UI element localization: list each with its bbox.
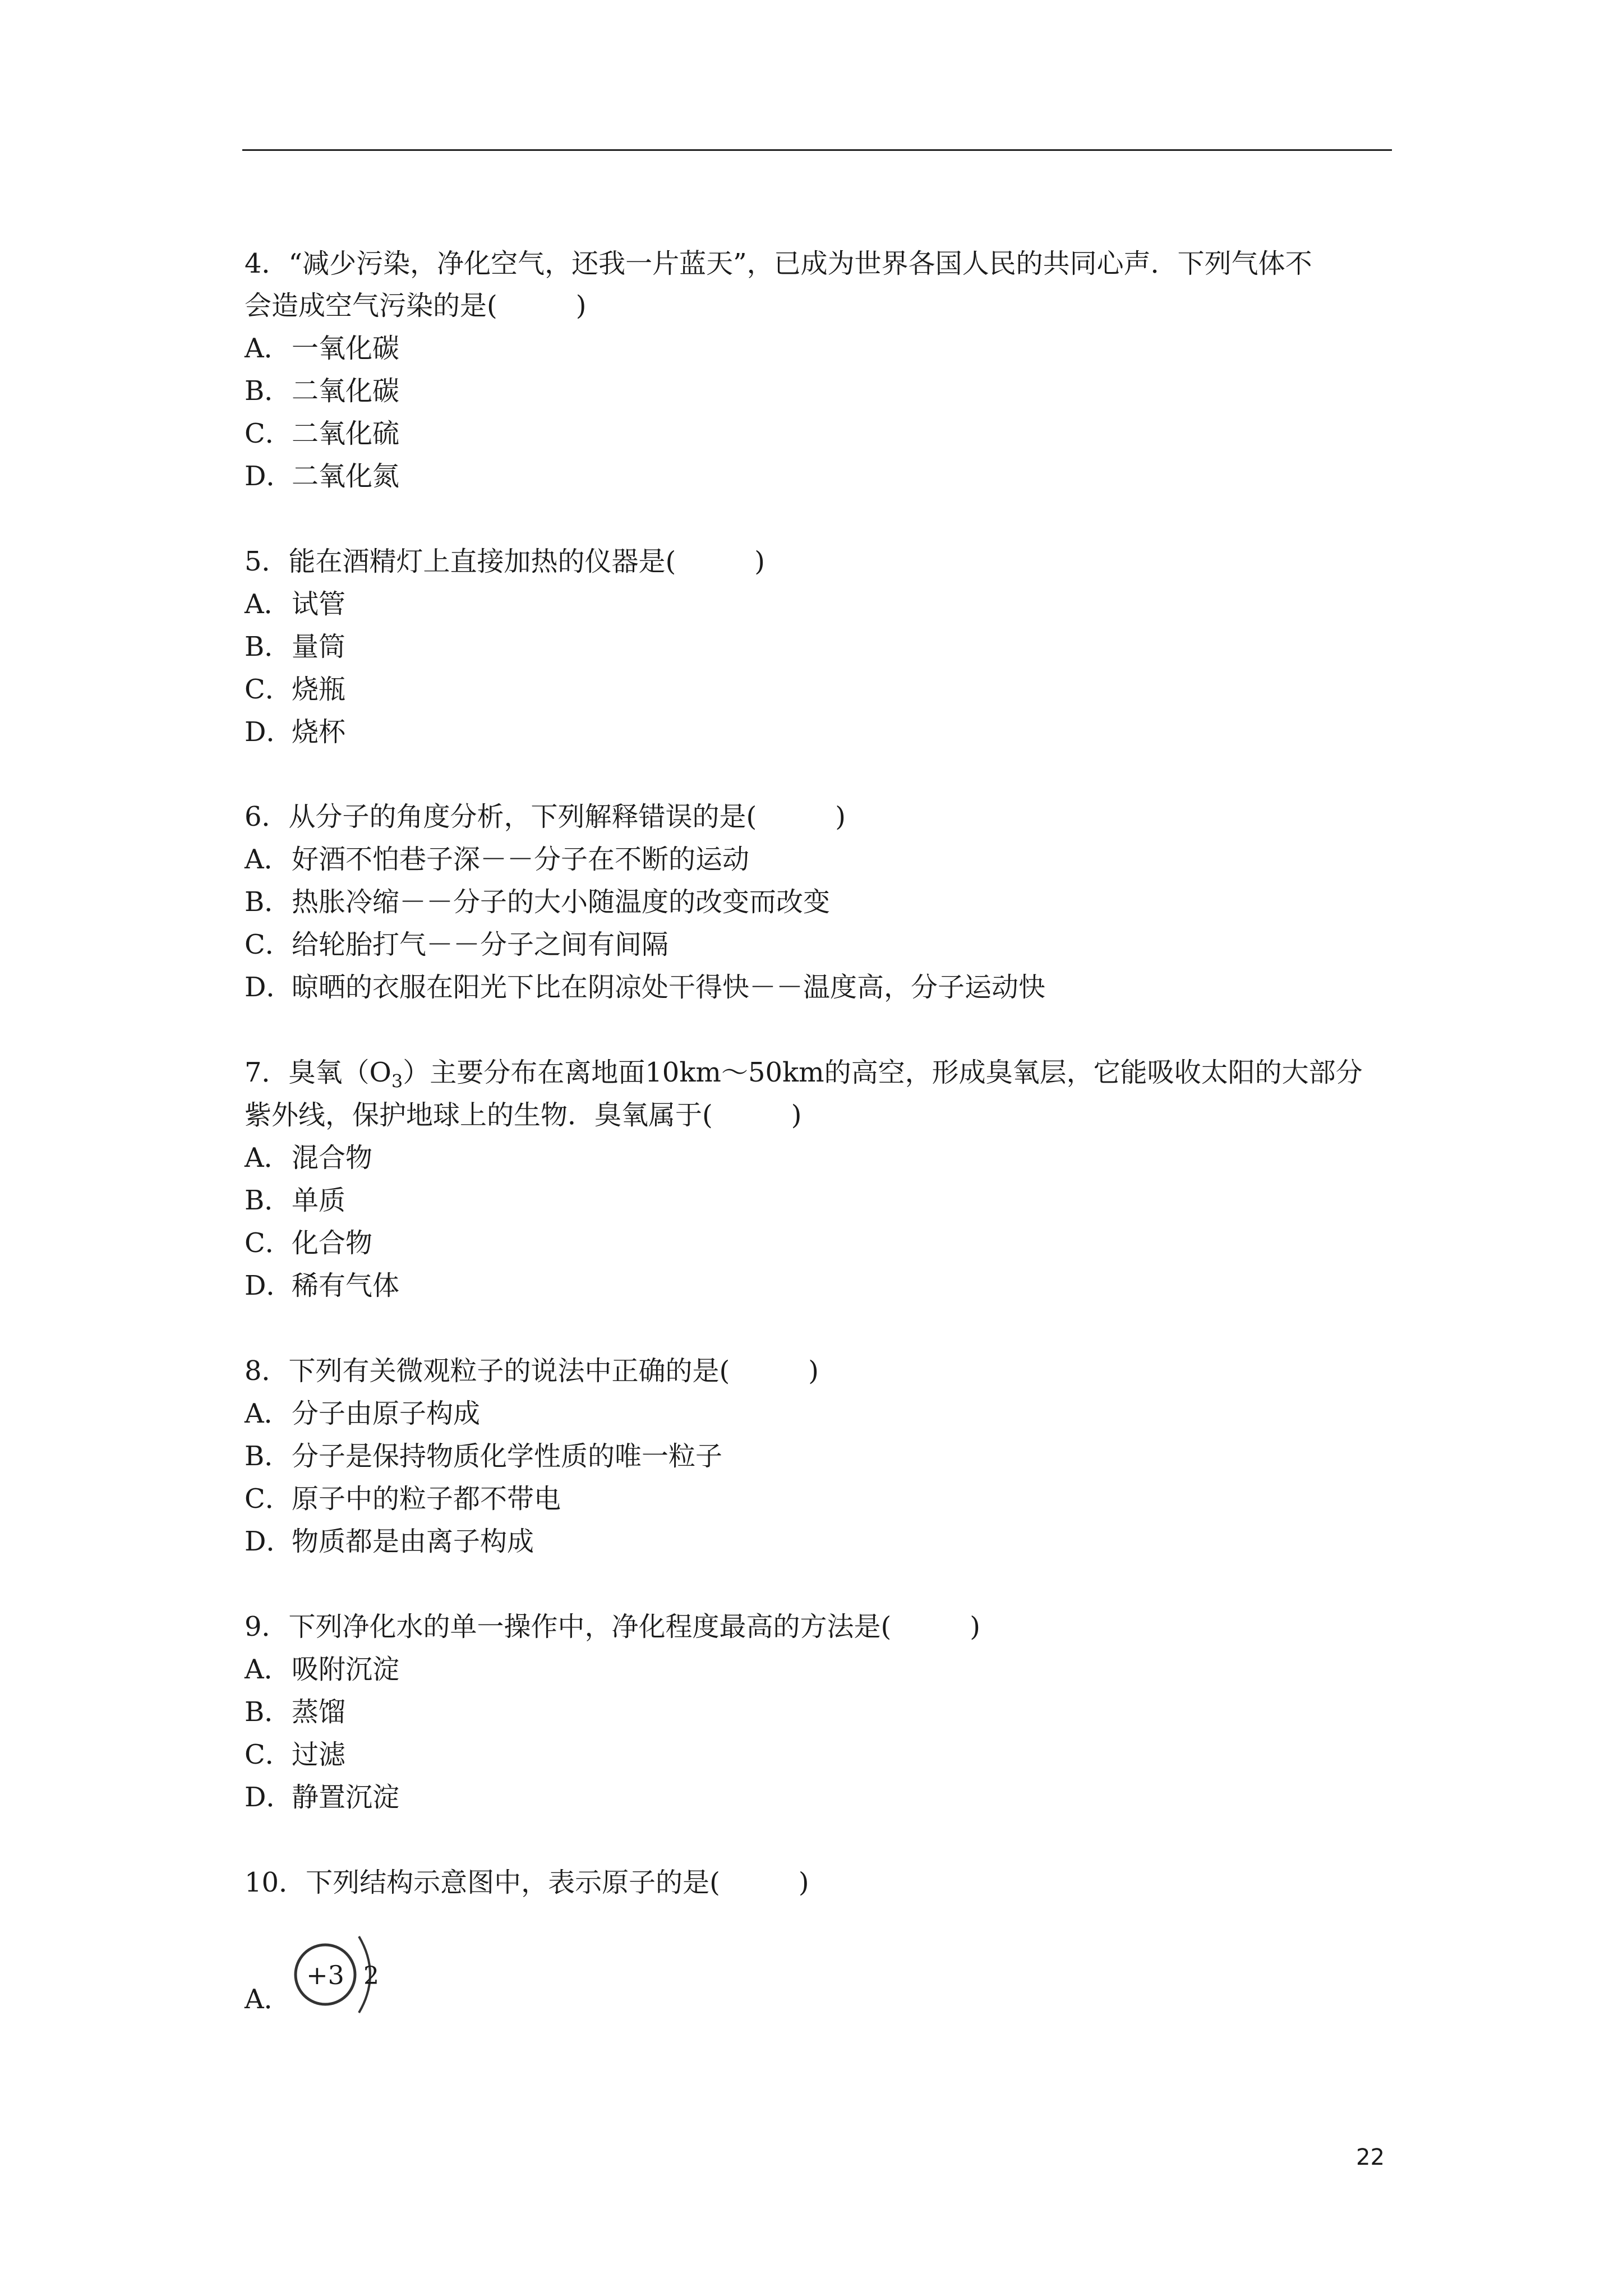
answer-paren-close: ): [575, 290, 587, 321]
option-label: B．: [245, 886, 292, 918]
question-number: 10．: [245, 1867, 306, 1898]
option-label: A．: [245, 1654, 291, 1685]
option-text: 二氧化硫: [292, 418, 400, 449]
question-6-stem: [245, 800, 846, 834]
option-text: 分子是保持物质化学性质的唯一粒子: [292, 1441, 723, 1472]
question-5-option-b[interactable]: [245, 630, 345, 664]
nucleus-charge: +3: [306, 1960, 344, 1990]
option-label: A．: [245, 333, 291, 364]
answer-paren-close: ): [835, 801, 846, 832]
question-number: 7．: [245, 1057, 289, 1088]
option-text: 分子由原子构成: [292, 1398, 481, 1429]
option-label: B．: [245, 631, 292, 662]
option-text: 热胀冷缩－－分子的大小随温度的改变而改变: [292, 886, 831, 918]
option-label: D．: [245, 716, 293, 748]
question-7-stem-line-1: [245, 1056, 1363, 1098]
option-label: C．: [245, 1227, 292, 1259]
question-6-option-c[interactable]: [245, 928, 668, 961]
option-label: C．: [245, 1483, 292, 1515]
question-5-option-d[interactable]: [245, 715, 345, 749]
option-text: 稀有气体: [292, 1270, 400, 1301]
answer-paren-close: ): [808, 1355, 819, 1387]
option-label: B．: [245, 375, 292, 407]
question-number: 9．: [245, 1611, 289, 1642]
question-text: 下列结构示意图中，表示原子的是(: [306, 1867, 720, 1898]
question-text: ）主要分布在离地面10km～50km的高空，形成臭氧层，它能吸收太阳的大部分: [403, 1057, 1363, 1088]
question-4-option-a[interactable]: [245, 332, 399, 365]
option-label: A．: [245, 1984, 291, 2015]
option-text: 过滤: [292, 1739, 346, 1770]
option-text: 原子中的粒子都不带电: [292, 1483, 561, 1515]
question-text: 会造成空气污染的是(: [245, 290, 497, 321]
option-label: C．: [245, 674, 292, 705]
question-text: 从分子的角度分析，下列解释错误的是(: [288, 801, 757, 832]
option-text: 一氧化碳: [292, 333, 400, 364]
question-9-option-b[interactable]: [245, 1695, 345, 1729]
atom-structure-diagram-a[interactable]: [286, 1930, 393, 2019]
question-number: 8．: [245, 1355, 289, 1387]
question-5-option-c[interactable]: [245, 673, 345, 706]
option-text: 化合物: [292, 1227, 373, 1259]
question-4-option-b[interactable]: [245, 374, 399, 408]
option-text: 吸附沉淀: [292, 1654, 400, 1685]
question-text: 下列有关微观粒子的说法中正确的是(: [288, 1355, 730, 1387]
option-text: 混合物: [292, 1142, 373, 1174]
option-label: B．: [245, 1696, 292, 1728]
option-text: 二氧化氮: [292, 461, 400, 492]
option-text: 蒸馏: [292, 1696, 346, 1728]
question-number: 4．: [245, 248, 289, 279]
question-5-option-a[interactable]: [245, 587, 345, 621]
option-label: D．: [245, 1270, 293, 1301]
question-8-option-a[interactable]: [245, 1397, 480, 1430]
question-text: 下列净化水的单一操作中，净化程度最高的方法是(: [288, 1611, 892, 1642]
question-7-option-d[interactable]: [245, 1269, 399, 1303]
option-label: C．: [245, 418, 292, 449]
question-9-stem: [245, 1610, 980, 1644]
question-4-stem-line-2: [245, 289, 586, 323]
question-text: 紫外线，保护地球上的生物．臭氧属于(: [245, 1099, 713, 1131]
question-6-option-d[interactable]: [245, 970, 1045, 1004]
question-6-option-a[interactable]: [245, 843, 749, 876]
option-label: B．: [245, 1441, 292, 1472]
option-text: 烧杯: [292, 716, 346, 748]
ozone-subscript: 3: [391, 1070, 403, 1092]
option-text: 给轮胎打气－－分子之间有间隔: [292, 929, 669, 960]
option-label: D．: [245, 461, 293, 492]
question-10-option-a-label[interactable]: [245, 1982, 292, 2016]
option-text: 物质都是由离子构成: [292, 1526, 534, 1557]
question-7-option-a[interactable]: [245, 1141, 372, 1175]
answer-paren-close: ): [791, 1099, 802, 1131]
question-9-option-c[interactable]: [245, 1738, 345, 1772]
question-7-option-b[interactable]: [245, 1184, 345, 1217]
question-9-option-a[interactable]: [245, 1653, 399, 1686]
option-label: D．: [245, 1782, 293, 1813]
option-text: 好酒不怕巷子深－－分子在不断的运动: [292, 844, 750, 875]
shell-electron-count: 2: [363, 1962, 379, 1990]
question-4-option-c[interactable]: [245, 417, 399, 450]
question-text: “减少污染，净化空气，还我一片蓝天”，已成为世界各国人民的共同心声．下列气体不: [288, 248, 1312, 279]
option-label: A．: [245, 1142, 291, 1174]
answer-paren-close: ): [798, 1867, 809, 1898]
option-text: 二氧化碳: [292, 375, 400, 407]
question-number: 5．: [245, 546, 289, 577]
question-5-stem: [245, 545, 765, 578]
question-7-stem-line-2: [245, 1098, 801, 1132]
option-text: 单质: [292, 1185, 346, 1216]
question-4-option-d[interactable]: [245, 459, 399, 493]
answer-paren-close: ): [970, 1611, 981, 1642]
answer-paren-close: ): [754, 546, 766, 577]
question-6-option-b[interactable]: [245, 885, 830, 919]
question-8-option-d[interactable]: [245, 1525, 534, 1558]
option-text: 量筒: [292, 631, 346, 662]
page-number: 22: [1356, 2145, 1385, 2170]
option-label: D．: [245, 1526, 293, 1557]
question-8-option-c[interactable]: [245, 1482, 561, 1516]
option-label: C．: [245, 929, 292, 960]
option-label: D．: [245, 972, 293, 1003]
question-8-option-b[interactable]: [245, 1439, 722, 1473]
option-label: B．: [245, 1185, 292, 1216]
question-4-stem-line-1: [245, 247, 1312, 280]
question-text: 臭氧（O: [288, 1057, 391, 1088]
option-text: 静置沉淀: [292, 1782, 400, 1813]
option-label: A．: [245, 844, 291, 875]
option-text: 烧瓶: [292, 674, 346, 705]
option-text: 晾晒的衣服在阳光下比在阴凉处干得快－－温度高，分子运动快: [292, 972, 1046, 1003]
question-number: 6．: [245, 801, 289, 832]
question-10-stem: [245, 1866, 809, 1899]
question-text: 能在酒精灯上直接加热的仪器是(: [288, 546, 676, 577]
question-9-option-d[interactable]: [245, 1780, 399, 1814]
option-label: A．: [245, 1398, 291, 1429]
option-label: C．: [245, 1739, 292, 1770]
question-7-option-c[interactable]: [245, 1226, 372, 1260]
option-text: 试管: [292, 588, 346, 620]
header-rule: [242, 149, 1392, 151]
question-8-stem: [245, 1354, 819, 1388]
option-label: A．: [245, 588, 291, 620]
